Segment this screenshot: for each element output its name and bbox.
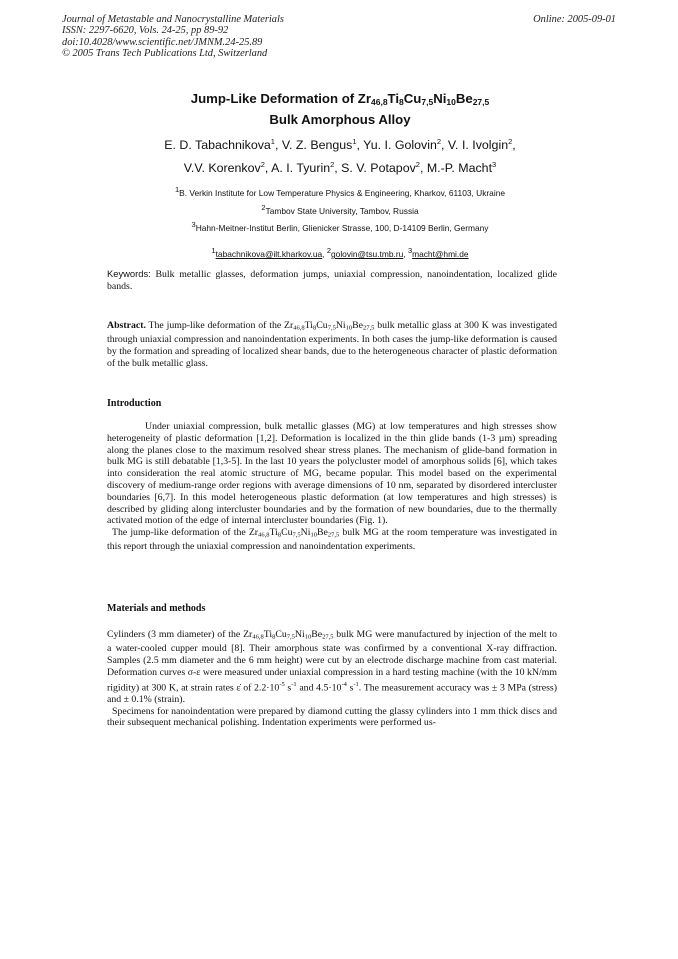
methods-heading: Materials and methods [107, 603, 206, 614]
affiliation-3: $^3$Hahn-Meitner-Institut Berlin, Glienicker Strasse, 100, D-14109 Berlin, Germany [191, 219, 489, 233]
intro-paragraph-1: Under uniaxial compression, bulk metallic glasses (MG) at low temperatures and high stresses show heterogeneity of plastic deformation [1,2]. Deformation is localized in the thin glide bands (1-3 µm) spreading along the planes close to the maximum resolved shear stress planes. The mechanism of glide-band formation in bulk MG is still debatable [1,3-5]. In the last 10 years the polycluster model of amorphous solids [6], which takes into consideration the real atomic structure of MG, became popular. This model based on the experimental discovery of medium-range order regions with average dimensions of 10 nm, separated by disordered intercluster boundaries [6,7]. In this model heterogeneous plastic deformation (at low temperatures and high stresses) is described by gliding along intercluster boundaries and by the formation of new boundaries, due to the thermally activated motion of the edge of internal intercluster boundaries (Fig. 1). [107, 421, 557, 527]
abstract-label: Abstract. [107, 320, 146, 331]
abstract: Abstract. The jump-like deformation of the $Zr_{46,8}Ti_8Cu_{7,5}Ni_{10}Be_{27,5}$ bulk metallic glass at 300 K was investigated through uniaxial compression and nanoindentation experiments. In both cases the jump-like deformation is caused by the formation and spreading of localized shear bands, due to the heterogeneous character of plastic deformation of the bulk metallic glass. [107, 320, 557, 369]
email-link-3[interactable]: macht@hmi.de [412, 248, 469, 259]
email-link-2[interactable]: golovin@tsu.tmb.ru [331, 248, 404, 259]
methods-paragraph-1: Cylinders (3 mm diameter) of the $Zr_{46,8}Ti_8Cu_{7,5}Ni_{10}Be_{27,5}$ bulk MG were manufactured by injection of the melt to a water-cooled cupper mould [8]. Their amorphous state was confirmed by a conventional X-ray diffraction. Samples (2.5 mm diameter and the 6 mm height) were cut by an electrode discharge machine from cast material. Deformation curves σ-ε were measured under uniaxial compression in a hard testing machine (with the 10 kN/mm rigidity) at 300 K, at strain rates ε̇ of $2.2\cdot 10^{-5}$ $s^{-1}$ and $4.5\cdot 10^{-4}$ $s^{-1}$. The measurement accuracy was ± 3 MPa (stress) and ± 0.1% (strain). [107, 629, 557, 705]
keywords-label: Keywords: [107, 268, 151, 279]
author-list: E. D. Tabachnikova$^1$, V. Z. Bengus$^1$, Yu. I. Golovin$^2$, V. I. Ivolgin$^2$, [164, 137, 516, 153]
journal-header [62, 14, 616, 60]
journal-copyright: © 2005 Trans Tech Publications Ltd, Switzerland [62, 48, 268, 60]
journal-name: Journal of Metastable and Nanocrystalline Materials [62, 14, 284, 25]
paper-title: Jump-Like Deformation of $Zr_{46,8}Ti_8Cu_{7,5}Ni_{10}Be_{27,5}$ [190, 91, 490, 107]
keywords [107, 268, 557, 293]
online-date: Online: 2005-09-01 [533, 14, 616, 25]
title-block [90, 90, 590, 261]
email-link-1[interactable]: tabachnikova@ilt.kharkov.ua [215, 248, 323, 259]
introduction-body [107, 421, 557, 553]
email-list: $^1$tabachnikova@ilt.kharkov.ua, $^2$golovin@tsu.tmb.ru, $^3$macht@hmi.de [211, 246, 469, 259]
author-list-line2: V.V. Korenkov$^2$, A. I. Tyurin$^2$, S. V. Potapov$^2$, M.-P. Macht$^3$ [183, 160, 497, 176]
journal-doi: doi:10.4028/www.scientific.net/JMNM.24-25.89 [62, 36, 263, 48]
methods-paragraph-2: Specimens for nanoindentation were prepared by diamond cutting the glassy cylinders into 1 mm thick discs and their subsequent mechanical polishing. Indentation experiments were performed us- [107, 705, 557, 729]
journal-issn: ISSN: 2297-6620, Vols. 24-25, pp 89-92 [62, 25, 229, 37]
intro-paragraph-2: The jump-like deformation of the $Zr_{46,8}Ti_8Cu_{7,5}Ni_{10}Be_{27,5}$ bulk MG at the room temperature was investigated in this report through the uniaxial compression and nanoindentation experiments. [107, 527, 557, 553]
keywords-text: Bulk metallic glasses, deformation jumps, uniaxial compression, nanoindentation, localized glide bands. [107, 269, 557, 292]
paper-title-line2: Bulk Amorphous Alloy [269, 112, 411, 127]
introduction-heading: Introduction [107, 398, 162, 409]
affiliation-2: $^2$Tambov State University, Tambov, Russia [261, 202, 419, 216]
methods-body [107, 629, 557, 729]
affiliation-1: $^1$B. Verkin Institute for Low Temperature Physics & Engineering, Kharkov, 61103, Ukraine [174, 185, 506, 199]
